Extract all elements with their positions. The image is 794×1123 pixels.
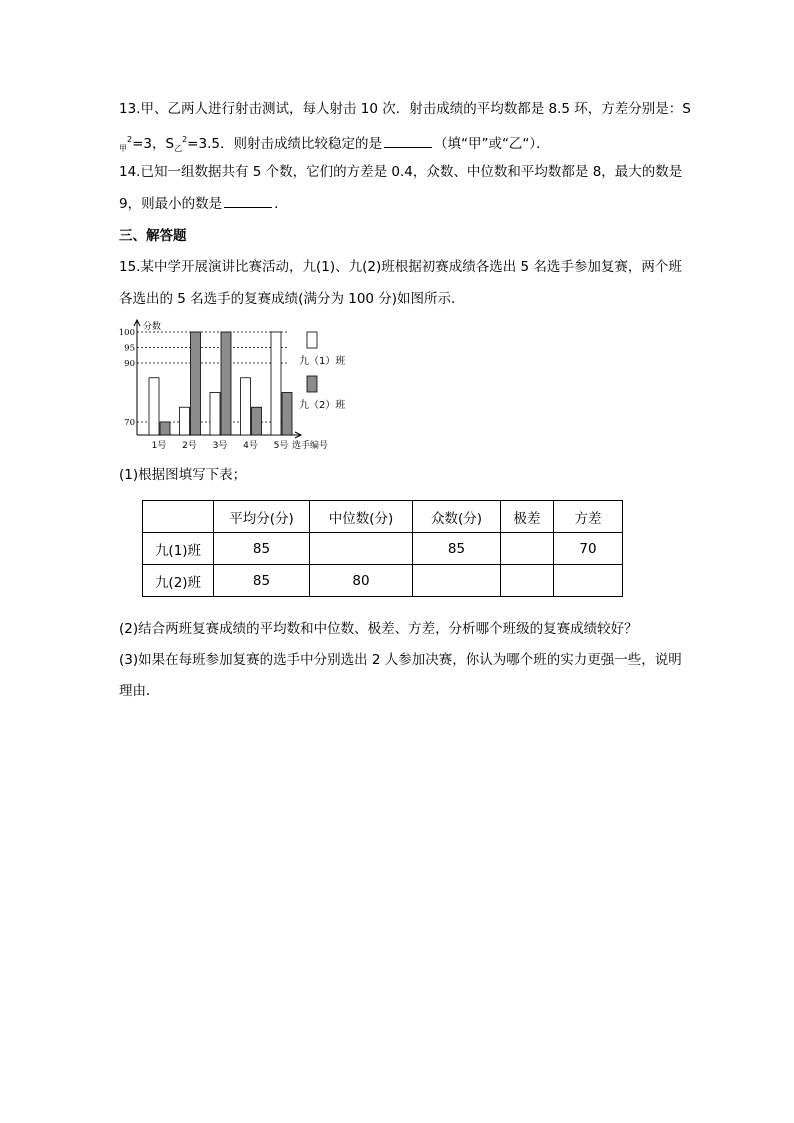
bar [180,407,190,435]
legend-label: 九（2）班 [299,400,346,411]
table-cell: 85 [214,533,310,565]
bar [241,378,251,435]
table-cell: 80 [310,565,413,597]
table-cell: 九(2)班 [143,565,214,597]
y-axis-label: 分数 [143,322,162,332]
q14-line-1: 14.已知一组数据共有 5 个数，它们的方差是 0.4，众数、中位数和平均数都是 8，最大的数是 [119,164,683,180]
section-title: 三、解答题 [119,228,187,244]
x-tick-label: 2号 [182,441,197,451]
bar [282,393,292,436]
x-tick-label: 4号 [243,441,258,451]
table-row [143,533,623,565]
y-tick-label: 70 [124,418,135,428]
bar [210,393,220,436]
table-header-cell: 中位数(分) [310,501,413,533]
q15-line-1: 15.某中学开展演讲比赛活动，九(1)、九(2)班根据初赛成绩各选出 5 名选手参加复赛，两个班 [119,259,682,275]
q14-line-2: 9，则最小的数是 ． [119,196,288,212]
table-cell [310,533,413,565]
q13-answer-blank [384,135,432,148]
table-header-cell: 平均分(分) [214,501,310,533]
table-cell [501,533,554,565]
score-table [142,500,623,597]
table-cell [554,565,623,597]
q15-part-3-line-1: (3)如果在每班参加复赛的选手中分别选出 2 人参加决赛，你认为哪个班的实力更强一些，说明 [119,652,682,668]
q13-line-2: $_甲^2$=3，$S_乙^2=3.5$．则射击成绩比较稳定的是 （填“甲”或“乙“）． [119,135,550,153]
q15-line-2: 各选出的 5 名选手的复赛成绩(满分为 100 分)如图所示． [119,291,465,307]
table-cell: 85 [214,565,310,597]
x-axis-label: 选手编号 [292,441,329,451]
table-cell: 九(1)班 [143,533,214,565]
table-header-cell: 极差 [501,501,554,533]
bar [191,332,201,435]
table-row [143,565,623,597]
table-header-cell [143,501,214,533]
table-cell: 70 [554,533,623,565]
score-bar-chart [119,318,369,458]
bar [149,378,159,435]
y-tick-label: 100 [119,328,135,338]
table-header-cell: 众数(分) [413,501,501,533]
legend-label: 九（1）班 [299,356,346,367]
legend-swatch [307,376,317,392]
legend-swatch [307,332,317,348]
table-cell: 85 [413,533,501,565]
q13-line-1: 13.甲、乙两人进行射击测试，每人射击 10 次．射击成绩的平均数都是 8.5 环，方差分别是：S [119,101,691,117]
y-tick-label: 95 [124,343,135,354]
q14-answer-blank [224,195,272,208]
q15-part-3-line-2: 理由． [119,683,160,699]
bar [271,332,281,435]
q15-part-2: (2)结合两班复赛成绩的平均数和中位数、极差、方差，分析哪个班级的复赛成绩较好？ [119,621,638,637]
x-tick-label: 3号 [212,441,228,451]
table-header-row [143,501,623,533]
table-header-cell: 方差 [554,501,623,533]
bar [252,407,262,435]
q15-part-1: (1)根据图填写下表； [119,467,247,483]
x-tick-label: 5号 [273,441,289,451]
bar [221,332,231,435]
y-tick-label: 90 [124,359,135,369]
table-cell [413,565,501,597]
bar [160,422,170,435]
table-cell [501,565,554,597]
x-tick-label: 1号 [151,441,167,451]
